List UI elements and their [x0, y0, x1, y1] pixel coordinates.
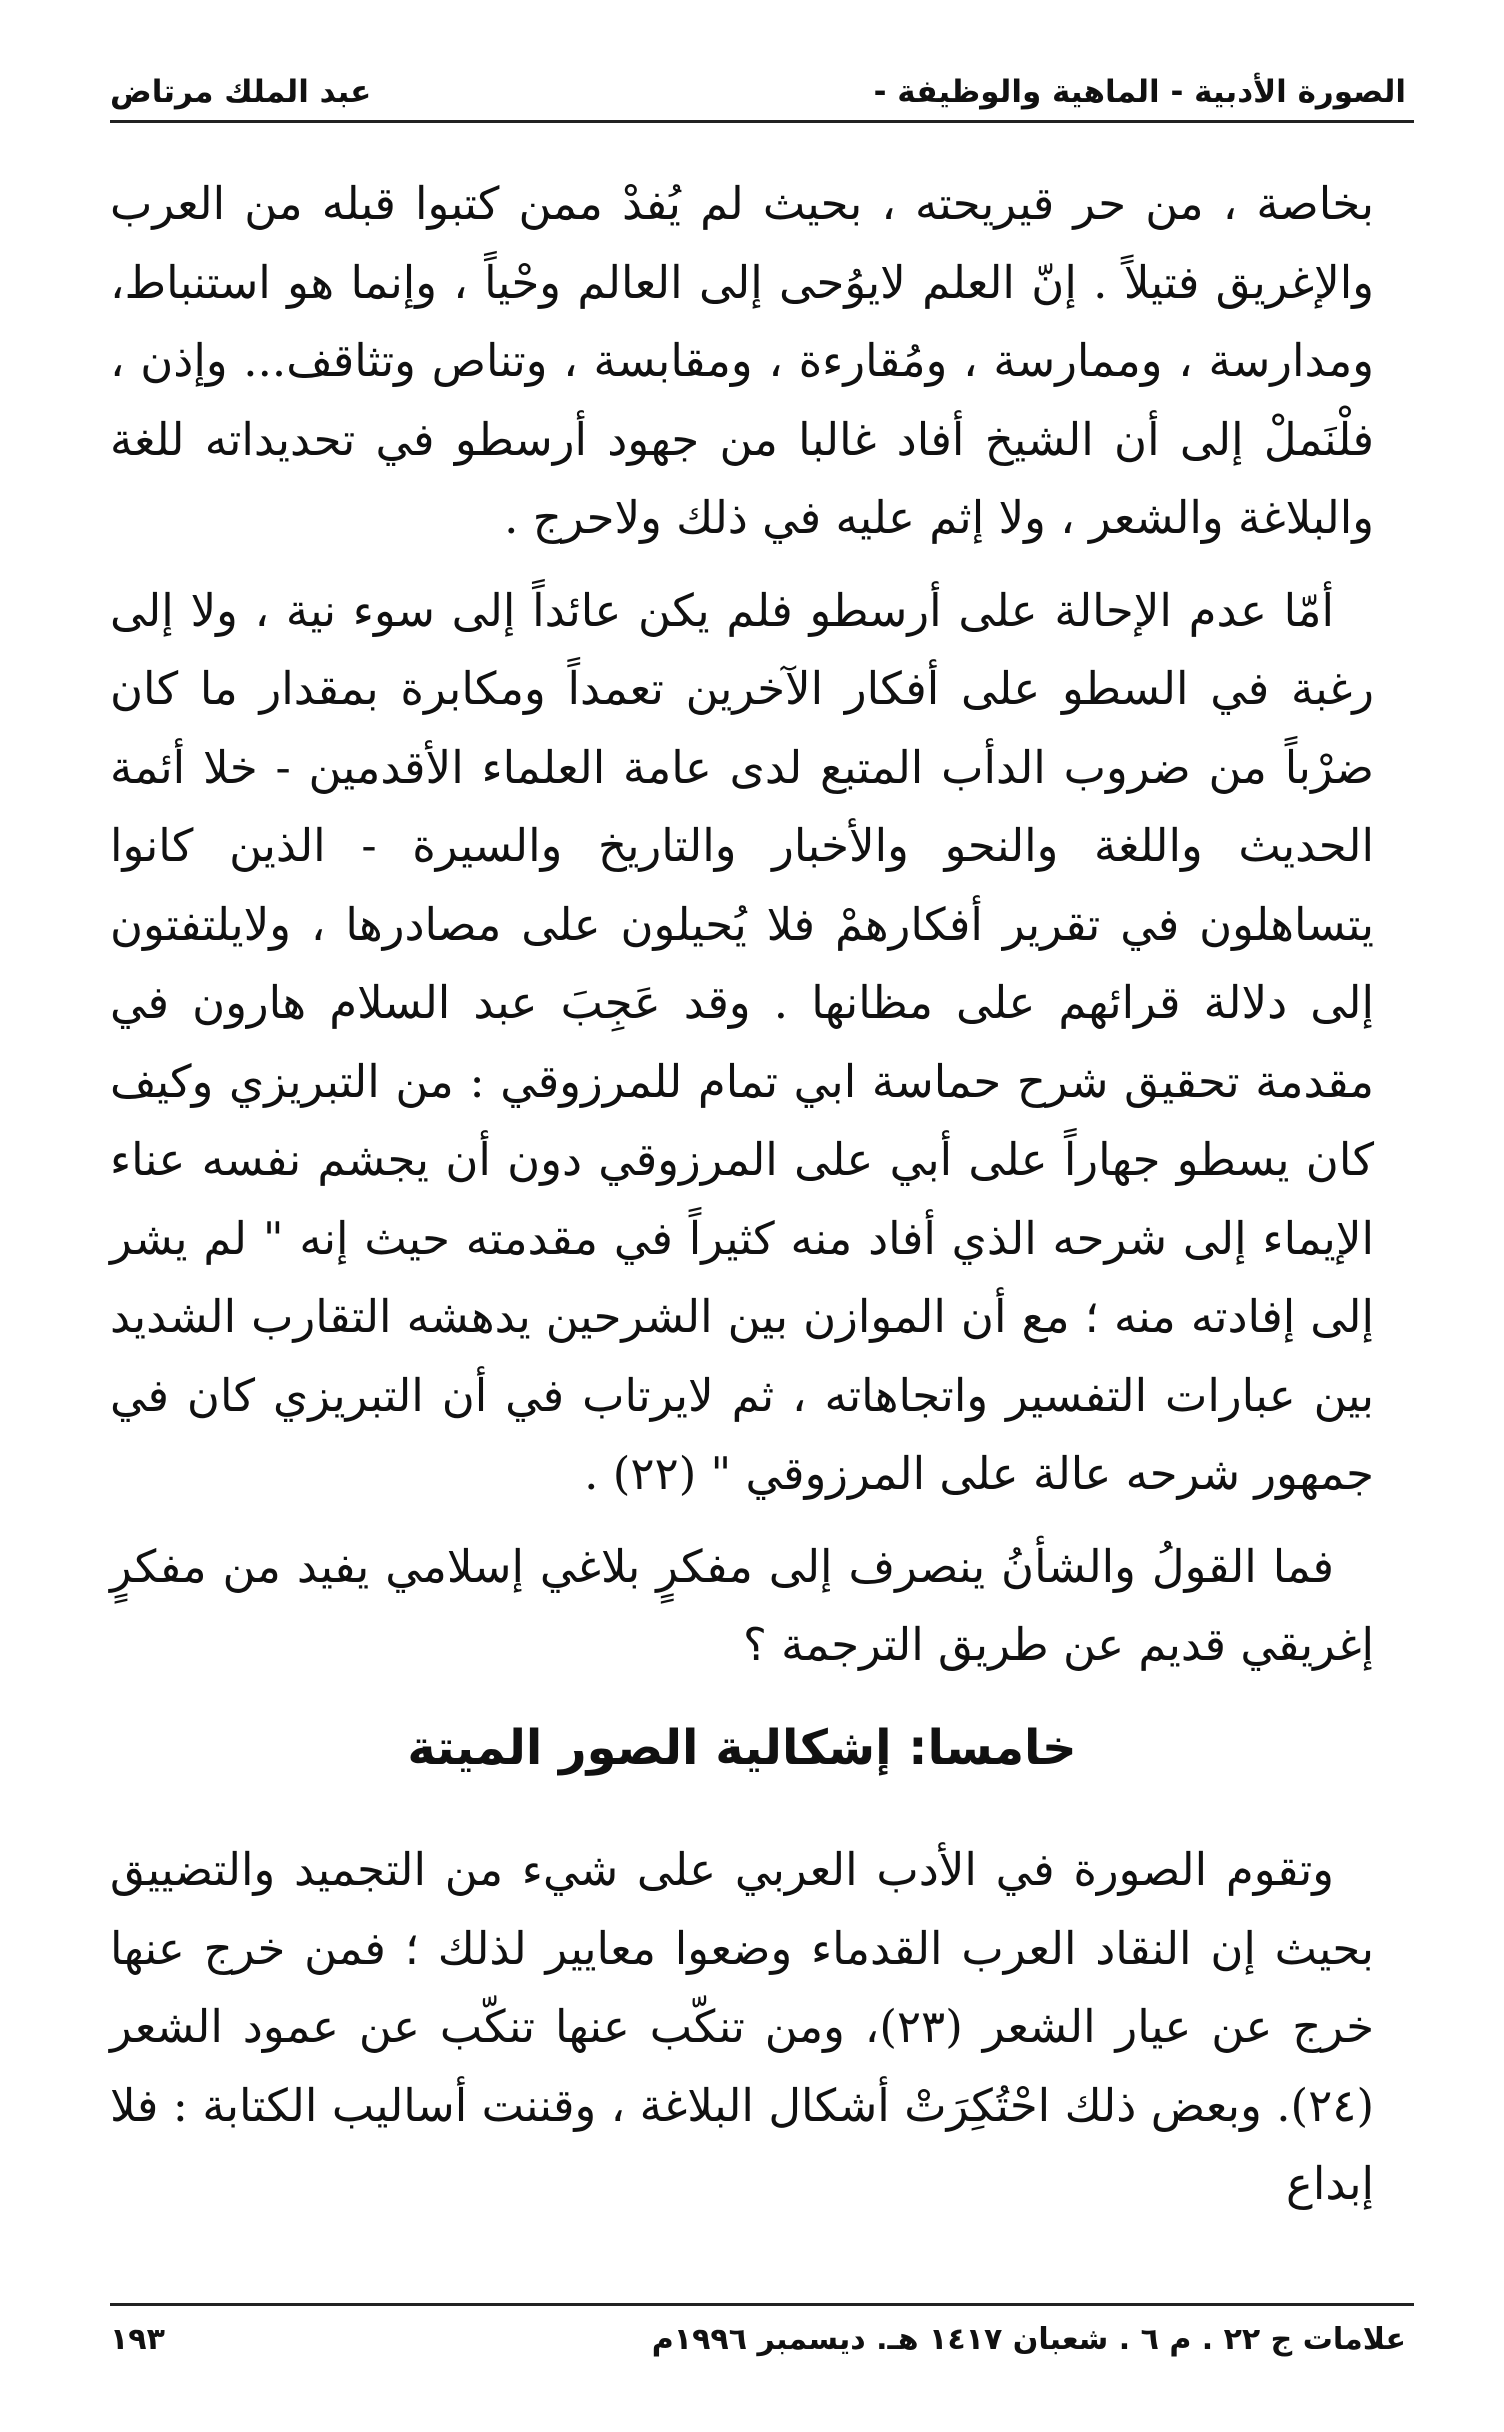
paragraph-3: فما القولُ والشأنُ ينصرف إلى مفكرٍ بلاغي إسلامي يفيد من مفكرٍ إغريقي قديم عن طريق الترجمة ؟ [110, 1539, 1374, 1671]
footer-journal: علامات ج ٢٢ . م ٦ . شعبان ١٤١٧ هـ. ديسمبر ١٩٩٦م [651, 2322, 1406, 2357]
page-number: ١٩٣ [110, 2322, 165, 2357]
paragraph-1: بخاصة ، من حر قيريحته ، بحيث لم يُفدْ ممن كتبوا قبله من العرب والإغريق فتيلاً . إنّ العلم لايوُحى إلى العالم وحْياً ، وإنما هو استنباط، ومدارسة ، وممارسة ، ومُقارءة ، ومقابسة ، وتناص وتثاقف... وإذن ، فلْنَملْ إلى أن الشيخ أفاد غالبا من جهود أرسطو في تحديداته للغة والبلاغة والشعر ، ولا إثم عليه في ذلك ولاحرج . [110, 177, 1374, 544]
running-footer [110, 2322, 1406, 2357]
section-heading: خامسا: إشكالية الصور الميتة [407, 1719, 1077, 1776]
header-rule [110, 120, 1414, 123]
main-text [110, 165, 1374, 2238]
paragraph-4: وتقوم الصورة في الأدب العربي على شيء من التجميد والتضييق بحيث إن النقاد العرب القدماء وضعوا معايير لذلك ؛ فمن خرج عنها خرج عن عيار الشعر (٢٣)، ومن تنكّب عنها تنكّب عن عمود الشعر (٢٤). وبعض ذلك احْتُكِرَتْ أشكال البلاغة ، وقننت أساليب الكتابة : فلا إبداع [110, 1843, 1375, 2210]
header-title: الصورة الأدبية - الماهية والوظيفة - [873, 74, 1406, 110]
running-header [110, 40, 1406, 110]
paragraph-2: أمّا عدم الإحالة على أرسطو فلم يكن عائداً إلى سوء نية ، ولا إلى رغبة في السطو على أفكار الآخرين تعمداً ومكابرة بمقدار ما كان ضرْباً من ضروب الدأب المتبع لدى عامة العلماء الأقدمين - خلا أئمة الحديث واللغة والنحو والأخبار والتاريخ والسيرة - الذين كانوا يتساهلون في تقرير أفكارهمْ فلا يُحيلون على مصادرها ، ولايلتفتون إلى دلالة قرائهم على مظانها . وقد عَجِبَ عبد السلام هارون في مقدمة تحقيق شرح حماسة ابي تمام للمرزوقي : من التبريزي وكيف كان يسطو جهاراً على أبي على المرزوقي دون أن يجشم نفسه عناء الإيماء إلى شرحه الذي أفاد منه كثيراً في مقدمته حيث إنه " لم يشر إلى إفادته منه ؛ مع أن الموازن بين الشرحين يدهشه التقارب الشديد بين عبارات التفسير واتجاهاته ، ثم لايرتاب في أن التبريزي كان في جمهور شرحه عالة على المرزوقي " (٢٢) . [110, 583, 1374, 1500]
header-author: عبد الملك مرتاض [110, 74, 372, 110]
footer-rule [110, 2303, 1414, 2306]
